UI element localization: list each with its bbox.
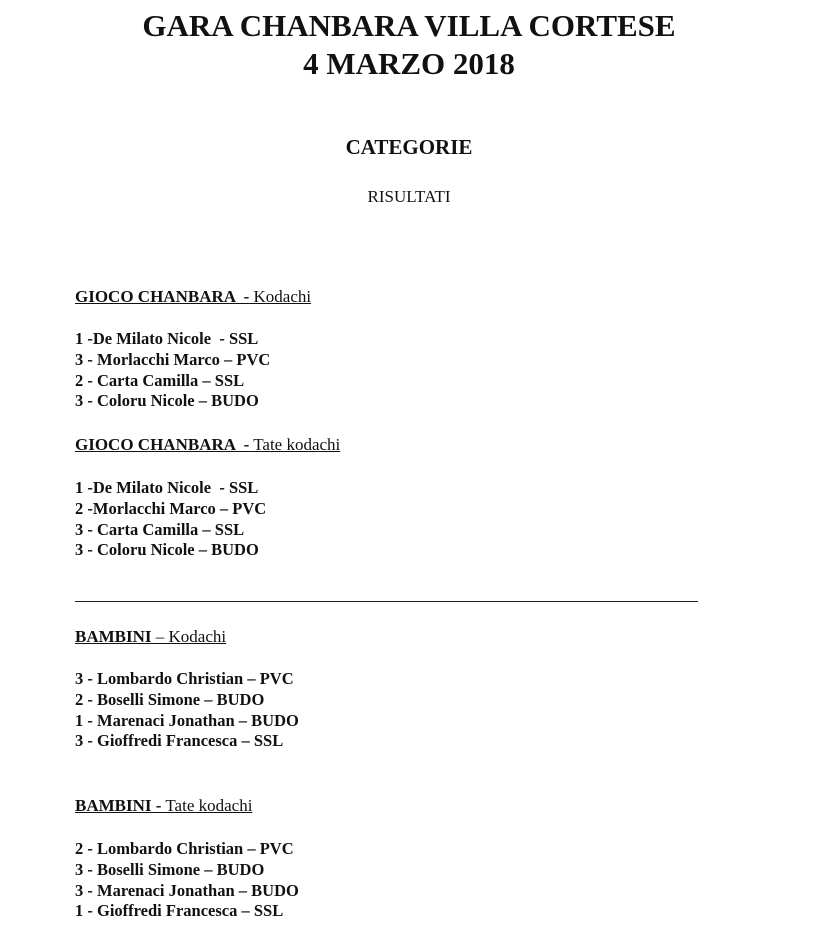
section-divider bbox=[75, 601, 698, 602]
result-entry: 1 - Gioffredi Francesca – SSL bbox=[75, 901, 284, 921]
results-list-gioco-tate-kodachi bbox=[75, 478, 266, 561]
result-entry: 3 - Morlacchi Marco – PVC bbox=[75, 349, 271, 369]
section-heading-bambini-tate-kodachi bbox=[75, 795, 252, 817]
result-entry: 2 - Boselli Simone – BUDO bbox=[75, 689, 265, 709]
section-discipline: – Kodachi bbox=[151, 627, 227, 646]
section-category: GIOCO CHANBARA - bbox=[75, 287, 250, 306]
result-entry: 3 - Lombardo Christian – PVC bbox=[75, 669, 294, 688]
result-entry: 2 - Lombardo Christian – PVC bbox=[75, 839, 294, 858]
section-discipline: Tate kodachi bbox=[249, 435, 341, 454]
section-heading-bambini-kodachi bbox=[75, 626, 226, 648]
results-list-bambini-tate-kodachi bbox=[75, 839, 299, 922]
results-list-bambini-kodachi bbox=[75, 669, 299, 752]
section-discipline: Kodachi bbox=[249, 287, 312, 306]
risultati-heading: RISULTATI bbox=[367, 187, 451, 206]
result-entry: 3 - Carta Camilla – SSL bbox=[75, 519, 245, 539]
result-entry: 1 - Marenaci Jonathan – BUDO bbox=[75, 710, 299, 730]
result-entry: 3 - Coloru Nicole – BUDO bbox=[75, 540, 259, 560]
section-discipline: Tate kodachi bbox=[161, 796, 253, 815]
result-entry: 2 - Carta Camilla – SSL bbox=[75, 370, 245, 390]
section-category: GIOCO CHANBARA - bbox=[75, 435, 250, 454]
result-entry: 3 - Marenaci Jonathan – BUDO bbox=[75, 880, 299, 900]
event-date: 4 MARZO 2018 bbox=[303, 46, 515, 81]
result-entry: 2 -Morlacchi Marco – PVC bbox=[75, 498, 267, 518]
result-entry: 3 - Boselli Simone – BUDO bbox=[75, 859, 265, 879]
page-title: GARA CHANBARA VILLA CORTESE bbox=[142, 8, 676, 43]
result-entry: 1 -De Milato Nicole - SSL bbox=[75, 329, 259, 348]
categorie-heading: CATEGORIE bbox=[345, 135, 473, 159]
section-heading-gioco-kodachi bbox=[75, 286, 311, 308]
section-category: BAMBINI bbox=[75, 627, 152, 646]
section-category: BAMBINI - bbox=[75, 796, 162, 815]
result-entry: 3 - Gioffredi Francesca – SSL bbox=[75, 731, 284, 751]
result-entry: 1 -De Milato Nicole - SSL bbox=[75, 478, 259, 497]
results-list-gioco-kodachi bbox=[75, 329, 270, 412]
section-heading-gioco-tate-kodachi bbox=[75, 434, 340, 456]
result-entry: 3 - Coloru Nicole – BUDO bbox=[75, 391, 259, 411]
